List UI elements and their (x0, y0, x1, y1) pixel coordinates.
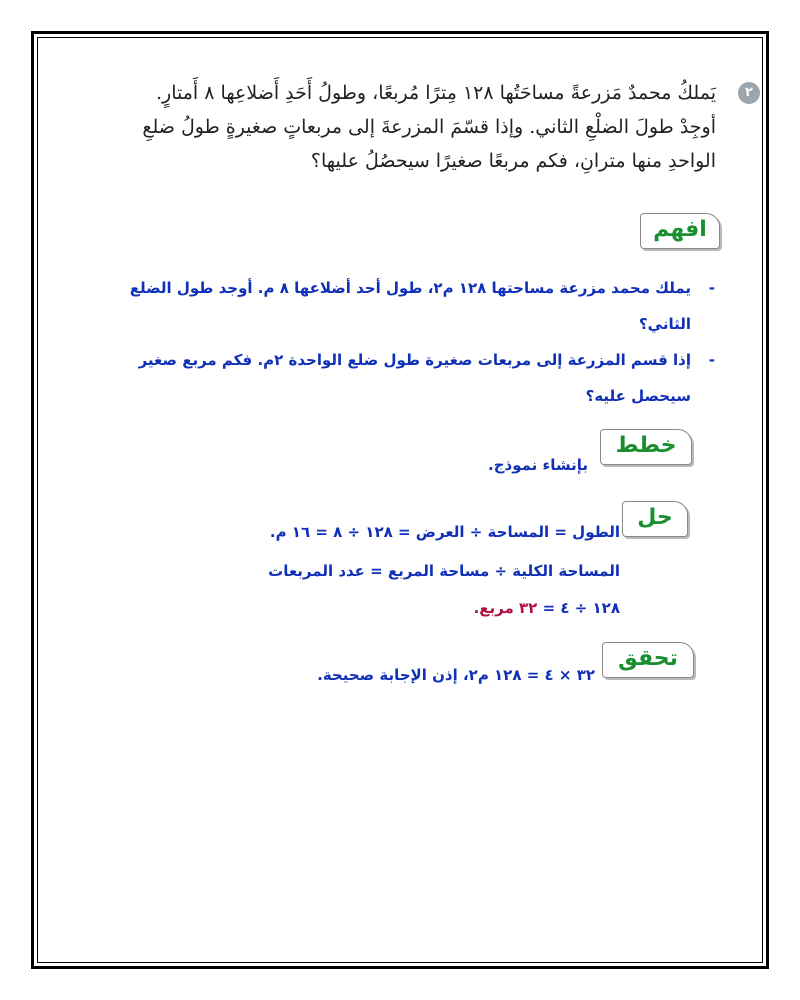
problem-line: أوجِدْ طولَ الضلْعِ الثاني. وإذا قسّمَ المزرعةَ إلى مربعاتٍ صغيرةٍ طولُ ضلعِ (142, 116, 716, 138)
solve-expression: ١٢٨ ÷ ٤ = (537, 599, 620, 617)
understand-bullet-1-line-1: يملك محمد مزرعة مساحتها ١٢٨ م٢، طول أحد أضلاعها ٨ م. أوجد طول الضلع (129, 279, 691, 297)
check-label: تحقق (602, 642, 694, 678)
solve-line-2: المساحة الكلية ÷ مساحة المربع = عدد المربعات (268, 562, 620, 580)
solve-label: حل (622, 501, 688, 537)
understand-bullet-2: -إذا قسم المزرعة إلى مربعات صغيرة طول ضلع الواحدة ٢م. فكم مربع صغير سيحصل عليه؟ (138, 351, 715, 405)
plan-label: خطط (600, 429, 692, 465)
problem-line: يَملكُ محمدٌ مَزرعةً مساحَتُها ١٢٨ مِترًا مُربعًا، وطولُ أَحَدِ أَضلاعِها ٨ أَمتارٍ. (155, 82, 716, 104)
plan-text: بإنشاء نموذج. (488, 456, 588, 474)
problem-statement (70, 76, 753, 178)
understand-bullet-1: -يملك محمد مزرعة مساحتها ١٢٨ م٢، طول أحد أضلاعها ٨ م. أوجد طول الضلع الثاني؟ (129, 279, 715, 333)
problem-line: الواحدِ منها مترانِ، فكم مربعًا صغيرًا سيحصُلُ عليها؟ (310, 150, 716, 172)
understand-bullet-2-line-1: إذا قسم المزرعة إلى مربعات صغيرة طول ضلع الواحدة ٢م. فكم مربع صغير (138, 351, 691, 369)
understand-bullet-1-line-2: الثاني؟ (638, 315, 691, 333)
check-text: ٣٢ × ٤ = ١٢٨ م٢، إذن الإجابة صحيحة. (317, 666, 595, 684)
solve-line-3 (474, 598, 620, 618)
solve-line-1: الطول = المساحة ÷ العرض = ١٢٨ ÷ ٨ = ١٦ م. (269, 523, 620, 541)
understand-bullet-2-line-2: سيحصل عليه؟ (585, 387, 691, 405)
problem-text (70, 76, 716, 178)
solve-result: ٣٢ مربع. (473, 599, 538, 617)
problem-number-badge: ٢ (738, 82, 760, 104)
understand-label: افهم (640, 213, 720, 249)
